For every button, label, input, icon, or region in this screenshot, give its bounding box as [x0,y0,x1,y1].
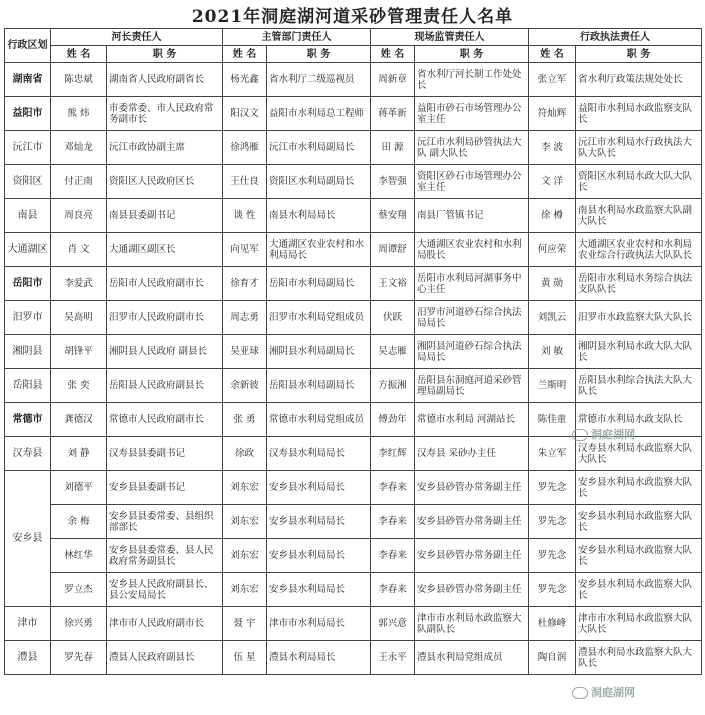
duty-cell: 安乡县县委常委、县人民政府常务副县长 [107,539,223,573]
duty-cell: 岳阳市水利局河湖事务中心主任 [415,267,529,301]
person-name-cell: 林红华 [51,539,107,573]
table-row [5,471,702,505]
duty-cell: 大通湖区农业农村和水利局农业综合行政执法大队队长 [576,233,702,267]
duty-cell: 市委常委、市人民政府常务副市长 [107,97,223,131]
person-name-cell: 徐政 [223,437,267,471]
region-cell: 常德市 [5,403,51,437]
person-name-cell: 田 源 [371,131,415,165]
region-cell: 汨罗市 [5,301,51,335]
region-cell: 大通湖区 [5,233,51,267]
duty-cell: 南县水利局水政监察大队副大队长 [576,199,702,233]
duty-cell: 岳阳市水利局水务综合执法支队队长 [576,267,702,301]
duty-cell: 南县县委副书记 [107,199,223,233]
region-cell: 岳阳县 [5,369,51,403]
person-name-cell: 徐鸿雁 [223,131,267,165]
person-name-cell: 向见军 [223,233,267,267]
region-cell: 湘阴县 [5,335,51,369]
duty-cell: 资阳区水利局副局长 [267,165,371,199]
duty-cell: 安乡县水利局水政监察大队长 [576,539,702,573]
table-row [5,369,702,403]
duty-cell: 安乡县人民政府副县长、县公安局局长 [107,573,223,607]
duty-cell: 常德市水利局党组成员 [267,403,371,437]
duty-cell: 汉寿县水利局局长 [267,437,371,471]
duty-cell: 岳阳市人民政府副市长 [107,267,223,301]
duty-cell: 澧县人民政府副县长 [107,641,223,675]
duty-cell: 湖南省人民政府副省长 [107,63,223,97]
person-name-cell: 刘凯云 [529,301,576,335]
person-name-cell: 张 勇 [223,403,267,437]
duty-cell: 澧县水利局水政监察大队大队长 [576,641,702,675]
table-row [5,267,702,301]
person-name-cell: 李春来 [371,471,415,505]
chat-bubble-icon [572,429,588,441]
region-cell: 沅江市 [5,131,51,165]
person-name-cell: 陶自润 [529,641,576,675]
person-name-cell: 张立军 [529,63,576,97]
person-name-cell: 何应荣 [529,233,576,267]
table-row [5,505,702,539]
duty-cell: 南县水利局局长 [267,199,371,233]
duty-cell: 益阳市水利局总工程师 [267,97,371,131]
person-name-cell: 刘 敏 [529,335,576,369]
duty-cell: 益阳市砂石市场管理办公室主任 [415,97,529,131]
person-name-cell: 符灿辉 [529,97,576,131]
duty-cell: 省水利厅河长制工作处处长 [415,63,529,97]
person-name-cell: 杜修峰 [529,607,576,641]
duty-cell: 津市市水利局水政监察大队大队长 [576,607,702,641]
duty-cell: 沅江市水利局水行政执法大队大队长 [576,131,702,165]
duty-cell: 南县厂管镇书记 [415,199,529,233]
duty-cell: 沅江市水利局砂管执法大队 副大队长 [415,131,529,165]
person-name-cell: 谈 性 [223,199,267,233]
person-name-cell: 吴志雁 [371,335,415,369]
header-name: 姓 名 [51,46,107,63]
person-name-cell: 余新彼 [223,369,267,403]
page-title: 2021年洞庭湖河道采砂管理责任人名单 [191,7,514,27]
duty-cell: 安乡县水利局水政监察大队长 [576,505,702,539]
header-group-onsite: 现场监管责任人 [371,29,529,46]
duty-cell: 省水利厅政策法规处处长 [576,63,702,97]
region-cell: 湖南省 [5,63,51,97]
person-name-cell: 徐兴勇 [51,607,107,641]
header-duty: 职 务 [267,46,371,63]
person-name-cell: 罗立杰 [51,573,107,607]
duty-cell: 汉寿县 采砂办主任 [415,437,529,471]
person-name-cell: 李红辉 [371,437,415,471]
duty-cell: 沅江市政协副主席 [107,131,223,165]
person-name-cell: 徐 樽 [529,199,576,233]
region-cell: 益阳市 [5,97,51,131]
region-cell: 资阳区 [5,165,51,199]
person-name-cell: 方振湘 [371,369,415,403]
watermark: 洞庭湖网 [572,684,635,700]
duty-cell: 安乡县水利局局长 [267,505,371,539]
header-duty: 职 务 [576,46,702,63]
region-cell: 津市 [5,607,51,641]
person-name-cell: 罗先念 [529,539,576,573]
person-name-cell: 阳汉文 [223,97,267,131]
person-name-cell: 刘东宏 [223,539,267,573]
header-group-river-chief: 河长责任人 [51,29,223,46]
duty-cell: 常德市水利局水政支队长 [576,403,702,437]
person-name-cell: 刘东宏 [223,505,267,539]
table-row [5,335,702,369]
person-name-cell: 黄 勋 [529,267,576,301]
duty-cell: 津市市水利局局长 [267,607,371,641]
person-name-cell: 吴亚球 [223,335,267,369]
header-name: 姓 名 [529,46,576,63]
person-name-cell: 周志勇 [223,301,267,335]
duty-cell: 安乡县水利局局长 [267,573,371,607]
duty-cell: 岳阳县水利综合执法大队大队长 [576,369,702,403]
person-name-cell: 朱立军 [529,437,576,471]
person-name-cell: 吴高明 [51,301,107,335]
table-row [5,199,702,233]
header-duty: 职 务 [107,46,223,63]
person-name-cell: 蒋革新 [371,97,415,131]
duty-cell: 大通湖区农业农村和水利局局长 [267,233,371,267]
person-name-cell: 王文裕 [371,267,415,301]
table-row [5,573,702,607]
duty-cell: 汨罗市河道砂石综合执法局局长 [415,301,529,335]
person-name-cell: 刘东宏 [223,471,267,505]
table-row [5,131,702,165]
duty-cell: 安乡县县委副书记 [107,471,223,505]
duty-cell: 沅江市水利局副局长 [267,131,371,165]
duty-cell: 安乡县水利局水政监察大队长 [576,573,702,607]
person-name-cell: 徐育才 [223,267,267,301]
person-name-cell: 文 洋 [529,165,576,199]
duty-cell: 澧县水利局党组成员 [415,641,529,675]
duty-cell: 岳阳县水利局副局长 [267,369,371,403]
person-name-cell: 刘东宏 [223,573,267,607]
person-name-cell: 王永平 [371,641,415,675]
person-name-cell: 熊 炜 [51,97,107,131]
person-name-cell: 杨光鑫 [223,63,267,97]
person-name-cell: 罗先念 [529,471,576,505]
duty-cell: 湘阴县人民政府 副县长 [107,335,223,369]
table-row [5,641,702,675]
duty-cell: 津市市水利局水政监察大队副队长 [415,607,529,641]
header-name: 姓 名 [371,46,415,63]
header-name: 姓 名 [223,46,267,63]
duty-cell: 汉寿县水利局水政监察大队大队长 [576,437,702,471]
table-row [5,233,702,267]
person-name-cell: 胡锋平 [51,335,107,369]
responsibility-table [4,28,702,675]
table-row [5,539,702,573]
person-name-cell: 周新章 [371,63,415,97]
duty-cell: 岳阳市水利局副局长 [267,267,371,301]
region-cell: 澧县 [5,641,51,675]
person-name-cell: 张 奕 [51,369,107,403]
duty-cell: 资阳区砂石市场管理办公室主任 [415,165,529,199]
person-name-cell: 李春来 [371,573,415,607]
duty-cell: 安乡县砂管办常务副主任 [415,471,529,505]
person-name-cell: 罗先念 [529,573,576,607]
watermark: 洞庭湖网 [572,426,635,442]
person-name-cell: 伏跃 [371,301,415,335]
duty-cell: 安乡县砂管办常务副主任 [415,539,529,573]
person-name-cell: 王仕良 [223,165,267,199]
duty-cell: 安乡县水利局局长 [267,539,371,573]
person-name-cell: 伍 星 [223,641,267,675]
duty-cell: 省水利厅二级巡视员 [267,63,371,97]
region-cell: 汉寿县 [5,437,51,471]
person-name-cell: 李春来 [371,539,415,573]
person-name-cell: 李智强 [371,165,415,199]
person-name-cell: 付正南 [51,165,107,199]
duty-cell: 澧县水利局局长 [267,641,371,675]
table-row [5,97,702,131]
duty-cell: 大通湖区农业农村和水利局股长 [415,233,529,267]
duty-cell: 常德市人民政府副市长 [107,403,223,437]
duty-cell: 益阳市水利局水政监察支队长 [576,97,702,131]
duty-cell: 汨罗市水政监察大队大队长 [576,301,702,335]
duty-cell: 岳阳县东洞庭河道采砂管理局副局长 [415,369,529,403]
header-region: 行政区划 [5,29,51,63]
duty-cell: 湘阴县河道砂石综合执法局局长 [415,335,529,369]
person-name-cell: 邓灿龙 [51,131,107,165]
person-name-cell: 刘德平 [51,471,107,505]
duty-cell: 资阳区人民政府区长 [107,165,223,199]
duty-cell: 安乡县砂管办常务副主任 [415,505,529,539]
region-cell: 安乡县 [5,471,51,607]
person-name-cell: 陈佳童 [529,403,576,437]
duty-cell: 汨罗市水利局党组成员 [267,301,371,335]
duty-cell: 汨罗市人民政府副市长 [107,301,223,335]
person-name-cell: 余 梅 [51,505,107,539]
person-name-cell: 聂 宇 [223,607,267,641]
person-name-cell: 刘 静 [51,437,107,471]
duty-cell: 湘阴县水利局水政大队大队长 [576,335,702,369]
duty-cell: 岳阳县人民政府副县长 [107,369,223,403]
table-row [5,301,702,335]
header-duty: 职 务 [415,46,529,63]
person-name-cell: 兰斯明 [529,369,576,403]
person-name-cell: 陈忠斌 [51,63,107,97]
duty-cell: 安乡县县委常委、县组织部部长 [107,505,223,539]
duty-cell: 汉寿县县委副书记 [107,437,223,471]
person-name-cell: 罗先念 [529,505,576,539]
person-name-cell: 傅劲年 [371,403,415,437]
duty-cell: 安乡县水利局水政监察大队长 [576,471,702,505]
table-row [5,607,702,641]
person-name-cell: 李春来 [371,505,415,539]
person-name-cell: 李 波 [529,131,576,165]
table-row [5,63,702,97]
chat-bubble-icon [572,687,588,699]
duty-cell: 常德市水利局 河湖站长 [415,403,529,437]
region-cell: 岳阳市 [5,267,51,301]
person-name-cell: 罗先春 [51,641,107,675]
table-row [5,165,702,199]
person-name-cell: 李爱武 [51,267,107,301]
person-name-cell: 蔡安翔 [371,199,415,233]
duty-cell: 大通湖区副区长 [107,233,223,267]
duty-cell: 湘阴县水利局副局长 [267,335,371,369]
header-group-enforcement: 行政执法责任人 [529,29,702,46]
duty-cell: 安乡县砂管办常务副主任 [415,573,529,607]
person-name-cell: 周谭舒 [371,233,415,267]
person-name-cell: 肖 文 [51,233,107,267]
header-group-department: 主管部门责任人 [223,29,371,46]
duty-cell: 津市市人民政府副市长 [107,607,223,641]
duty-cell: 安乡县水利局局长 [267,471,371,505]
person-name-cell: 龚德汉 [51,403,107,437]
region-cell: 南县 [5,199,51,233]
duty-cell: 资阳区水利局水政大队大队长 [576,165,702,199]
person-name-cell: 郭兴意 [371,607,415,641]
person-name-cell: 周良亮 [51,199,107,233]
